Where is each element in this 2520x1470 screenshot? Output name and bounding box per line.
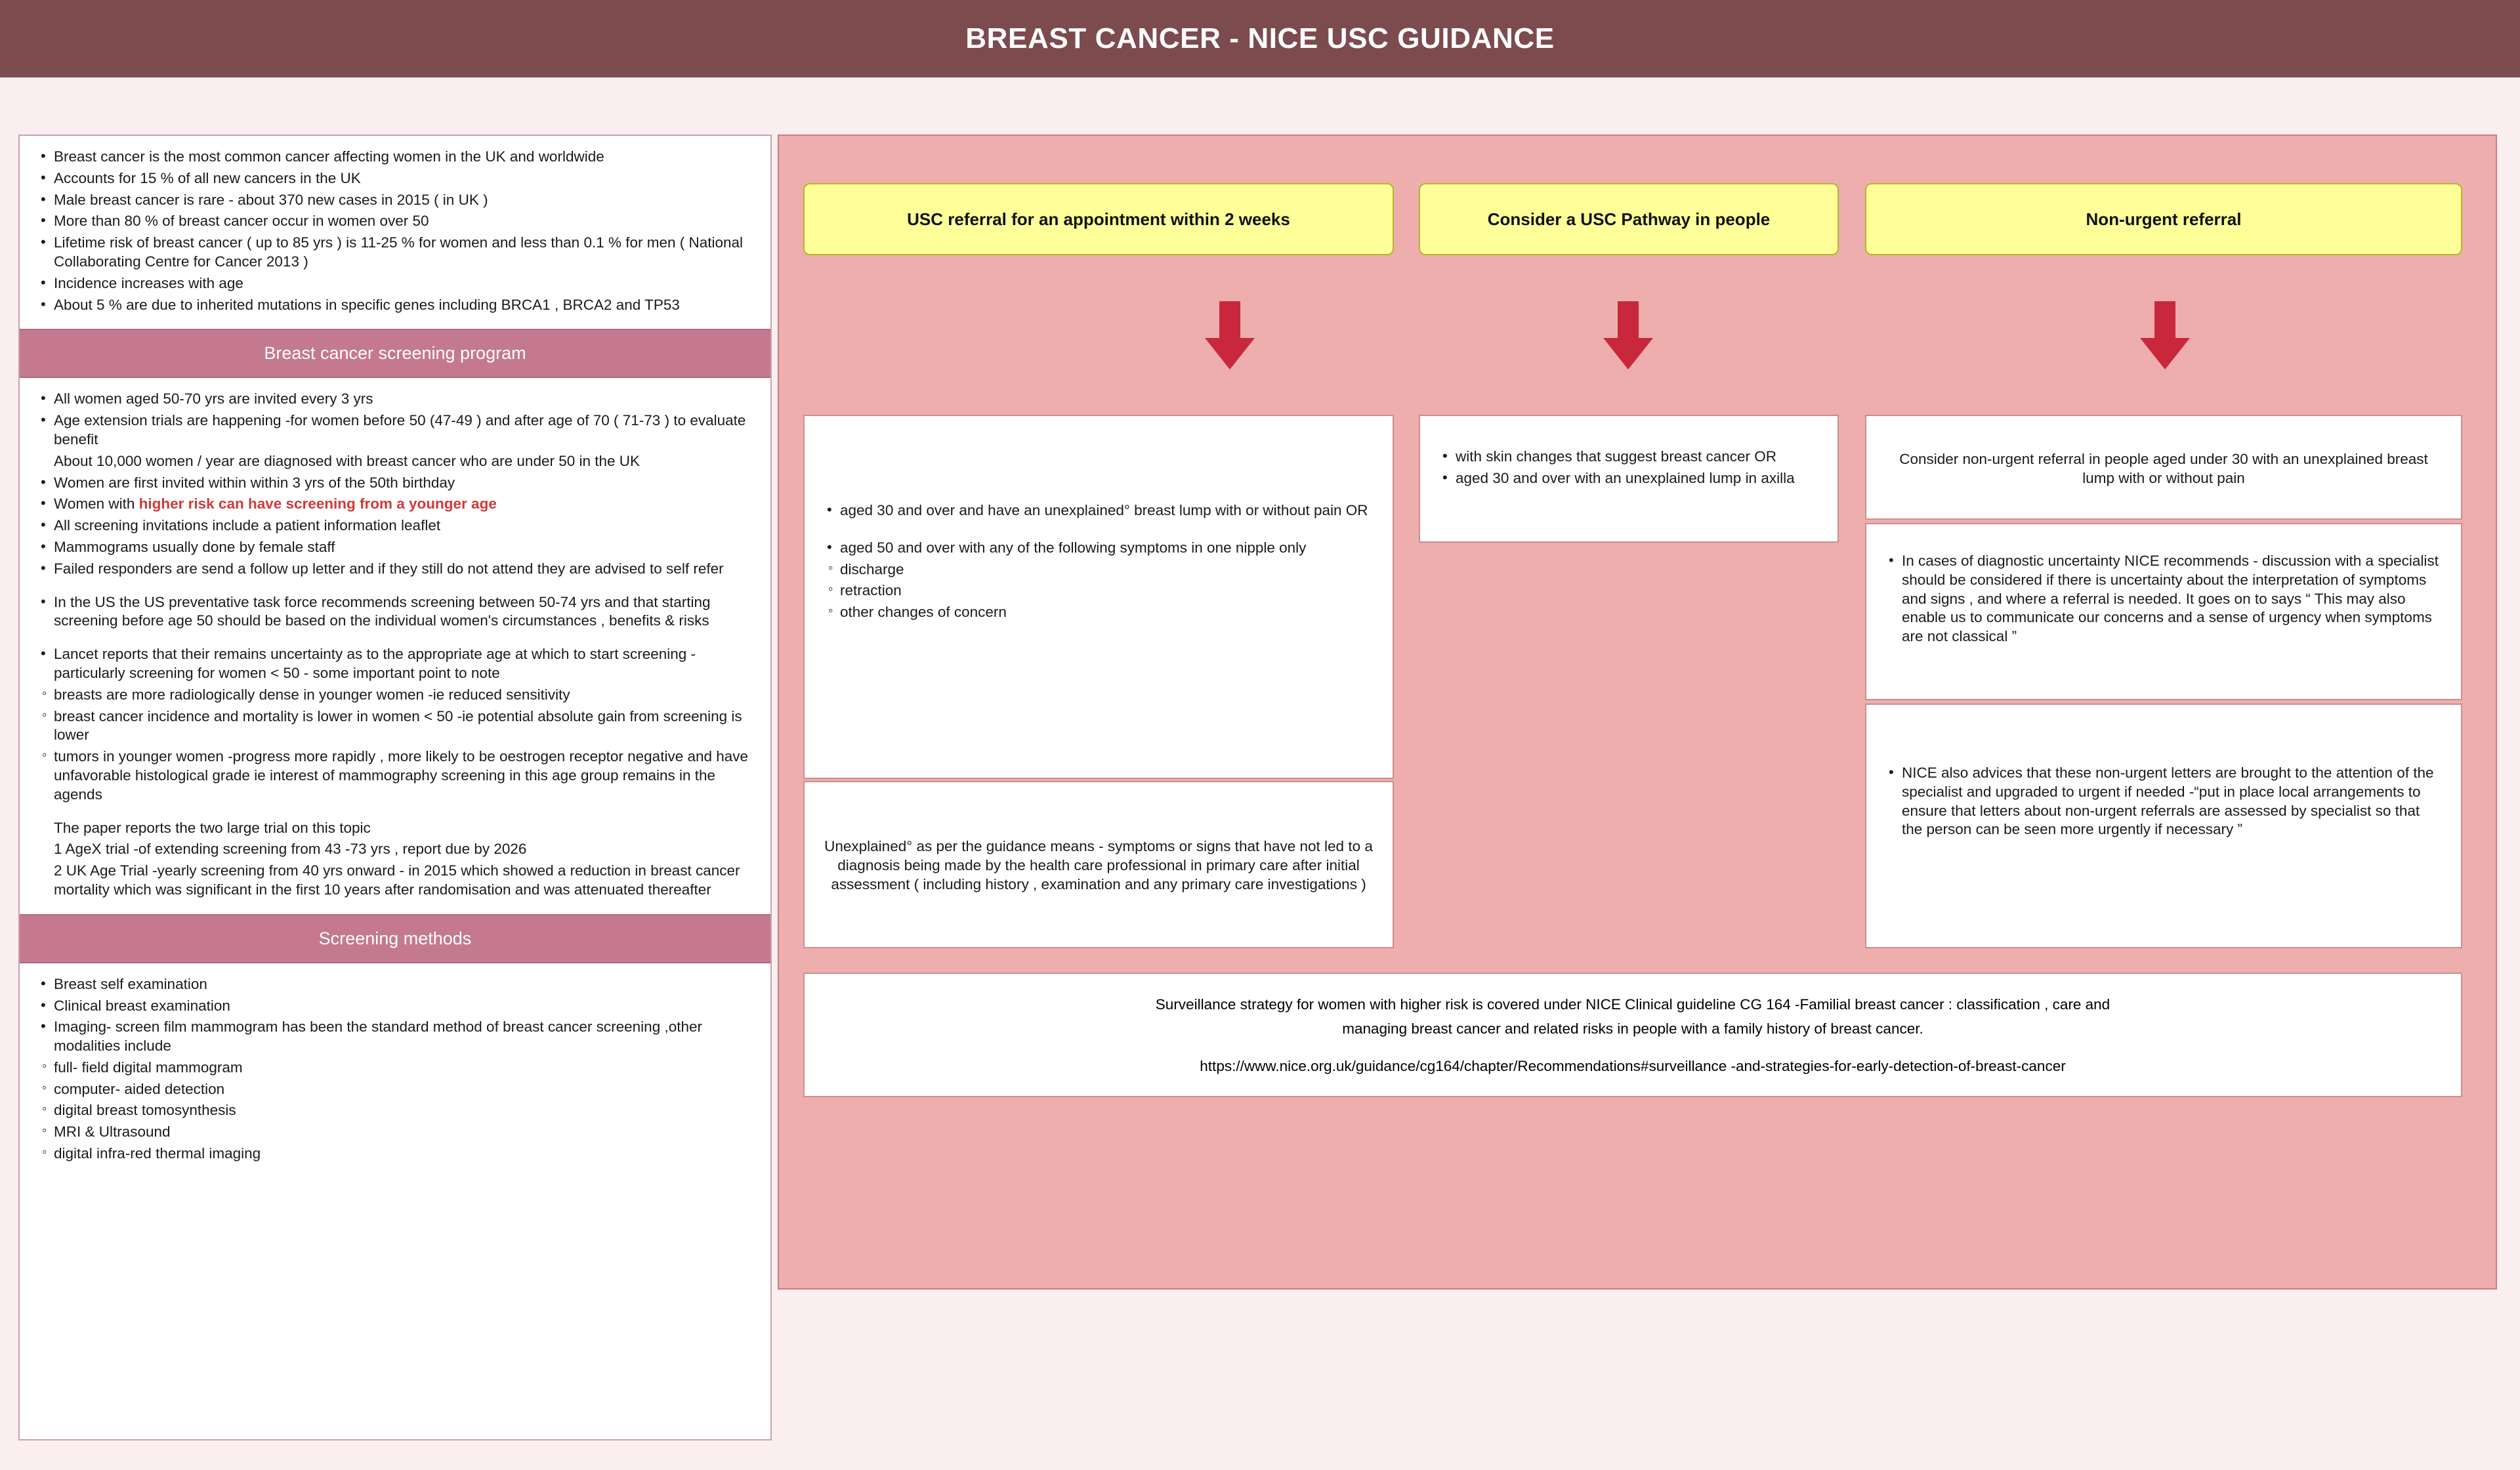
list-item: • Breast cancer is the most common cancer affecting women in the UK and worldwide bbox=[37, 148, 753, 167]
list-item: • Failed responders are send a follow up letter and if they still do not attend they are advised to self refer bbox=[37, 560, 753, 579]
page-title: BREAST CANCER - NICE USC GUIDANCE bbox=[965, 22, 1555, 54]
list-item: • All screening invitations include a patient information leaflet bbox=[37, 516, 753, 536]
list-item: • All women aged 50-70 yrs are invited every 3 yrs bbox=[37, 390, 753, 409]
unexplained-definition-text: Unexplained° as per the guidance means - symptoms or signs that have not led to a diagnosis being made by the health care professional in primary care after initial assessment ( including history , examination and any primary care investigations ) bbox=[824, 837, 1373, 892]
risk-prefix: Women with bbox=[54, 495, 139, 513]
intro-bullet-list bbox=[37, 148, 753, 314]
list-item: • Lifetime risk of breast cancer ( up to 85 yrs ) is 11-25 % for women and less than 0.1 % for men ( National Collaborating Centre for Cancer 2013 ) bbox=[37, 234, 753, 272]
consider-usc-criteria-box bbox=[1419, 415, 1839, 543]
list-item: • Women are first invited within within 3 yrs of the 50th birthday bbox=[37, 474, 753, 493]
non-urgent-upgrade-list bbox=[1885, 764, 2443, 839]
us-taskforce-list bbox=[37, 593, 753, 631]
list-item: • More than 80 % of breast cancer occur in women over 50 bbox=[37, 212, 753, 231]
list-item: ◦ discharge bbox=[823, 560, 1374, 579]
page-header bbox=[0, 0, 2520, 77]
non-urgent-under30-box bbox=[1865, 415, 2462, 520]
list-item: • Accounts for 15 % of all new cancers in the UK bbox=[37, 169, 753, 188]
list-item: • with skin changes that suggest breast cancer OR bbox=[1438, 448, 1819, 467]
list-item: • aged 30 and over and have an unexplained° breast lump with or without pain OR bbox=[823, 501, 1374, 520]
screening-methods-band: Screening methods bbox=[20, 914, 770, 963]
list-item: • Mammograms usually done by female staff bbox=[37, 538, 753, 557]
list-item: • aged 50 and over with any of the following symptoms in one nipple only bbox=[823, 539, 1374, 558]
diagnostic-uncertainty-list bbox=[1885, 552, 2443, 646]
nice-guidance-link[interactable]: https://www.nice.org.uk/guidance/cg164/chapter/Recommendations#surveillance -and-strategies-for-early-detection-of-breast-cancer bbox=[1200, 1058, 2066, 1075]
list-item: • Male breast cancer is rare - about 370 new cases in 2015 ( in UK ) bbox=[37, 191, 753, 210]
down-arrow-icon bbox=[2137, 301, 2193, 369]
paper-report-list bbox=[37, 819, 753, 900]
list-item: • NICE also advices that these non-urgent letters are brought to the attention of the specialist and upgraded to urgent if needed -“put in place local arrangements to ensure that letters about non-urgent referrals are assessed by specialist so that the person can be seen more urgently if necessary ” bbox=[1885, 764, 2443, 839]
list-item: The paper reports the two large trial on this topic bbox=[54, 819, 371, 836]
list-item: • In cases of diagnostic uncertainty NICE recommends - discussion with a specialist should be considered if there is uncertainty about the interpretation of symptoms and signs , and where a referral is needed. It goes on to says “ This may also enable us to communicate our concerns and a sense of urgency when symptoms are not classical ” bbox=[1885, 552, 2443, 646]
list-item: • In the US the US preventative task force recommends screening between 50-74 yrs and that starting screening before age 50 should be based on the individual women's circumstances , benefits & risks bbox=[37, 593, 753, 631]
list-item: ◦ digital infra-red thermal imaging bbox=[37, 1144, 753, 1164]
referral-pathway-panel bbox=[778, 135, 2497, 1290]
risk-highlight: higher risk can have screening from a younger age bbox=[138, 495, 497, 513]
list-item: ◦ retraction bbox=[823, 581, 1374, 600]
list-item: ◦ full- field digital mammogram bbox=[37, 1059, 753, 1078]
left-information-column bbox=[18, 135, 772, 1440]
footer-line-1: Surveillance strategy for women with higher risk is covered under NICE Clinical guideline CG 164 -Familial breast cancer : classification , care and bbox=[1155, 996, 2110, 1013]
screening-methods-block bbox=[20, 963, 770, 1178]
heading-non-urgent-referral: Non-urgent referral bbox=[1865, 183, 2462, 255]
list-item: • aged 30 and over with an unexplained lump in axilla bbox=[1438, 469, 1819, 488]
down-arrow-icon bbox=[1202, 301, 1257, 369]
heading-consider-usc-pathway: Consider a USC Pathway in people bbox=[1419, 183, 1839, 255]
list-item: ◦ tumors in younger women -progress more rapidly , more likely to be oestrogen receptor negative and have unfavorable histological grade ie interest of mammography screening in this age group remains in the agends bbox=[37, 747, 753, 804]
list-item: ◦ digital breast tomosynthesis bbox=[37, 1101, 753, 1120]
non-urgent-under30-text: Consider non-urgent referral in people aged under 30 with an unexplained breast lump with or without pain bbox=[1899, 450, 2428, 486]
down-arrow-icon bbox=[1601, 301, 1656, 369]
methods-bullet-list bbox=[37, 975, 753, 1164]
list-item-risk bbox=[37, 495, 753, 514]
consider-usc-list bbox=[1438, 448, 1819, 488]
list-item: About 10,000 women / year are diagnosed with breast cancer who are under 50 in the UK bbox=[54, 452, 640, 469]
usc-referral-criteria-box bbox=[803, 415, 1394, 779]
lancet-list bbox=[37, 645, 753, 804]
list-item: ◦ other changes of concern bbox=[823, 603, 1374, 622]
footer-line-2: managing breast cancer and related risks in people with a family history of breast cancer. bbox=[1342, 1020, 1923, 1037]
list-item: 1 AgeX trial -of extending screening from 43 -73 yrs , report due by 2026 bbox=[54, 841, 527, 858]
screening-bullet-list bbox=[37, 390, 753, 578]
list-item: • Lancet reports that their remains uncertainty as to the appropriate age at which to start screening - particularly screening for women < 50 - some important point to note bbox=[37, 645, 753, 683]
intro-block bbox=[20, 136, 770, 329]
list-item: • Age extension trials are happening -for women before 50 (47-49 ) and after age of 70 ( 71-73 ) to evaluate benefit bbox=[37, 411, 753, 450]
list-item: ◦ MRI & Ultrasound bbox=[37, 1123, 753, 1142]
unexplained-definition-box bbox=[803, 781, 1394, 948]
list-item: • About 5 % are due to inherited mutations in specific genes including BRCA1 , BRCA2 and TP53 bbox=[37, 296, 753, 315]
list-item: • Breast self examination bbox=[37, 975, 753, 994]
surveillance-footer-box bbox=[803, 973, 2462, 1097]
screening-program-band: Breast cancer screening program bbox=[20, 329, 770, 378]
diagnostic-uncertainty-box bbox=[1865, 523, 2462, 700]
list-item: ◦ computer- aided detection bbox=[37, 1080, 753, 1099]
heading-usc-referral-2-weeks: USC referral for an appointment within 2 weeks bbox=[803, 183, 1394, 255]
non-urgent-upgrade-box bbox=[1865, 704, 2462, 948]
list-item: ◦ breasts are more radiologically dense in younger women -ie reduced sensitivity bbox=[37, 686, 753, 705]
list-item: • Clinical breast examination bbox=[37, 997, 753, 1016]
list-item: 2 UK Age Trial -yearly screening from 40 yrs onward - in 2015 which showed a reduction in breast cancer mortality which was significant in the first 10 years after randomisation and was attenuated thereafter bbox=[54, 862, 740, 898]
list-item: • Imaging- screen film mammogram has been the standard method of breast cancer screening ,other modalities include bbox=[37, 1018, 753, 1056]
list-item: • Incidence increases with age bbox=[37, 274, 753, 293]
usc-criteria-list bbox=[823, 501, 1374, 622]
screening-block bbox=[20, 378, 770, 914]
list-item: ◦ breast cancer incidence and mortality is lower in women < 50 -ie potential absolute gain from screening is lower bbox=[37, 707, 753, 746]
